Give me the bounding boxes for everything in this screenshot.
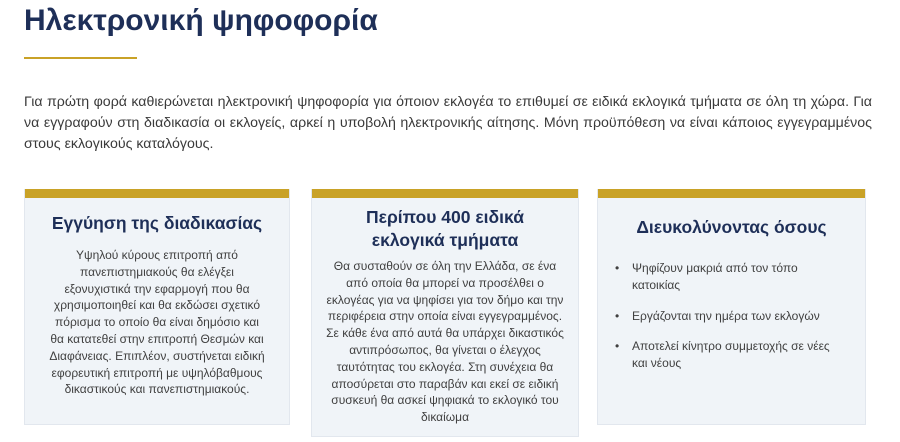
intro-paragraph: Για πρώτη φορά καθιερώνεται ηλεκτρονική ψηφοφορία για όποιον εκλογέα το επιθυμεί σε ειδικά εκλογικά τμήματα σε όλη τη χώρα. Για να εγγραφούν στη διαδικασία οι εκλογείς, αρκεί η υποβολή ηλεκτρονικής αίτησης. Μόνη προϋπόθεση να είναι κάποιος εγγεγραμμένος στους εκλογικούς καταλόγους.: [24, 94, 872, 152]
card-body: Υψηλού κύρους επιτροπή από πανεπιστημιακούς θα ελέγξει εξονυχιστικά την εφαρμογή που θα χρησιμοποιηθεί και θα εκδώσει σχετικό πόρισμα το οποίο θα είναι δημόσιο και θα κατατεθεί στην επιτροπή Θεσμών και Διαφάνειας. Επιπλέον, συστήνεται ειδική εφορευτική επιτροπή με υψηλόβαθμους δικαστικούς και πανεπιστημιακούς.: [49, 248, 265, 397]
benefits-list: [614, 260, 841, 386]
card-accent-bar: [312, 189, 578, 198]
bullet-icon: •: [615, 339, 620, 354]
bullet-icon: •: [615, 308, 620, 323]
list-item: [614, 260, 841, 294]
card-heading: Διευκολύνοντας όσους: [636, 217, 827, 237]
list-item-text: Ψηφίζουν μακριά από τον τόπο κατοικίας: [632, 261, 798, 292]
list-item-text: Αποτελεί κίνητρο συμμετοχής σε νέες και νέους: [632, 339, 830, 371]
bullet-icon: •: [615, 261, 620, 275]
title-underline: [24, 57, 137, 59]
card-heading: Εγγύηση της διαδικασίας: [51, 213, 263, 233]
card-accent-bar: [598, 189, 865, 198]
card-accent-bar: [25, 189, 289, 198]
card-process-guarantee: [24, 189, 290, 425]
list-item-text: Εργάζονται την ημέρα των εκλογών: [632, 308, 820, 323]
card-heading: Περίπου 400 ειδικά εκλογικά τμήματα: [366, 207, 524, 250]
card-facilitating: [597, 189, 866, 425]
list-item: [614, 338, 841, 372]
card-body: Θα συσταθούν σε όλη την Ελλάδα, σε ένα από οποία θα μπορεί να προσέλθει ο εκλογέας για να ψηφίσει για τον δήμο και την περιφέρεια στην οποία είναι εγγεγραμμένος. Σε κάθε ένα από αυτά θα υπάρχει δικαστικός αντιπρόσωπος, θα γίνεται ο έλεγχος ταυτότητας του εκλογέα. Στη συνέχεια θα αποσύρεται στο παραβάν και εκεί σε ειδική συσκευή θα ασκεί ψηφιακά το εκλογικό του δικαίωμα: [326, 259, 564, 425]
card-polling-stations: [311, 189, 579, 437]
page-title: Ηλεκτρονική ψηφοφορία: [24, 4, 378, 37]
list-item: [614, 308, 841, 325]
